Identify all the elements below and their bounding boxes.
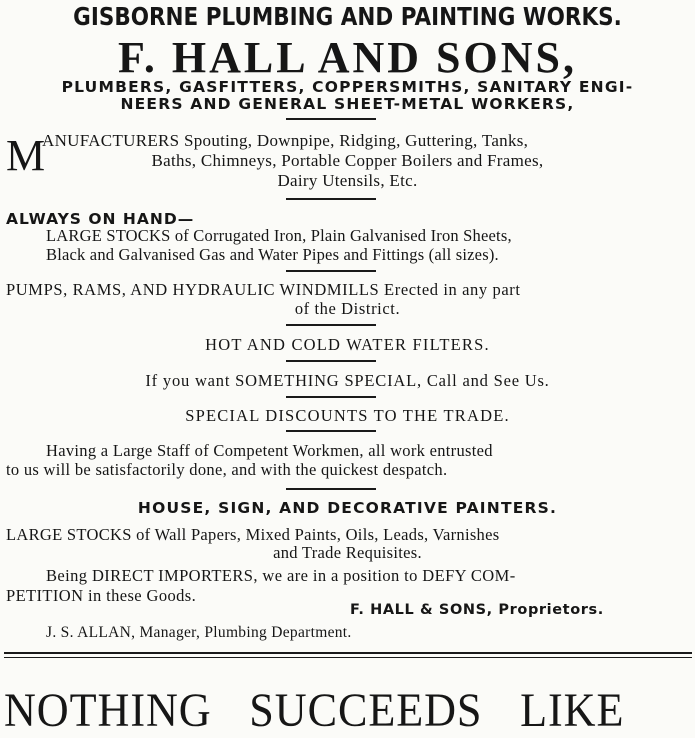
filters: HOT AND COLD WATER FILTERS. xyxy=(205,335,490,354)
divider xyxy=(286,198,376,200)
divider xyxy=(286,360,376,362)
firm-name: F. HALL AND SONS, xyxy=(118,33,577,82)
divider xyxy=(286,396,376,398)
something-special: If you want SOMETHING SPECIAL, Call and See Us. xyxy=(145,371,550,390)
always-heading: ALWAYS ON HAND— xyxy=(6,210,195,228)
pumps-line-2: of the District. xyxy=(294,299,401,318)
painters-line-2: and Trade Requisites. xyxy=(273,543,422,562)
staff-line-2: to us will be satisfactorily done, and with the quickest despatch. xyxy=(6,460,448,479)
trades-line-1: PLUMBERS, GASFITTERS, COPPERSMITHS, SANITARY ENGI- xyxy=(61,78,634,96)
next-advert-headline: NOTHING SUCCEEDS LIKE xyxy=(4,684,625,737)
divider xyxy=(286,430,376,432)
proprietors: F. HALL & SONS, Proprietors. xyxy=(350,602,604,618)
importers-line-2: PETITION in these Goods. xyxy=(6,586,197,605)
divider xyxy=(286,270,376,272)
trades-line-2: NEERS AND GENERAL SHEET-METAL WORKERS, xyxy=(120,95,575,113)
always-line-1: LARGE STOCKS of Corrugated Iron, Plain Galvanised Iron Sheets, xyxy=(46,226,512,245)
manufacturers-line-3: Dairy Utensils, Etc. xyxy=(277,171,418,190)
bottom-rule-thin xyxy=(4,657,692,658)
always-line-2: Black and Galvanised Gas and Water Pipes and Fittings (all sizes). xyxy=(46,245,499,264)
painters-heading: HOUSE, SIGN, AND DECORATIVE PAINTERS. xyxy=(137,499,558,517)
manufacturers-line-1: ANUFACTURERS Spouting, Downpipe, Ridging, Guttering, Tanks, xyxy=(42,131,529,150)
divider xyxy=(286,118,376,120)
pumps-line-1: PUMPS, RAMS, AND HYDRAULIC WINDMILLS Erected in any part xyxy=(6,280,521,299)
manager: J. S. ALLAN, Manager, Plumbing Department. xyxy=(46,624,352,641)
staff-line-1: Having a Large Staff of Competent Workmen, all work entrusted xyxy=(46,441,493,460)
manufacturers-line-2: Baths, Chimneys, Portable Copper Boilers and Frames, xyxy=(151,151,544,170)
importers-line-1: Being DIRECT IMPORTERS, we are in a position to DEFY COM- xyxy=(46,566,516,585)
painters-line-1: LARGE STOCKS of Wall Papers, Mixed Paints, Oils, Leads, Varnishes xyxy=(6,525,500,544)
drop-cap: M xyxy=(6,131,46,180)
discounts: SPECIAL DISCOUNTS TO THE TRADE. xyxy=(185,406,510,425)
bottom-rule xyxy=(4,652,692,654)
divider xyxy=(286,488,376,490)
divider xyxy=(286,324,376,326)
headline: GISBORNE PLUMBING AND PAINTING WORKS. xyxy=(73,2,622,31)
